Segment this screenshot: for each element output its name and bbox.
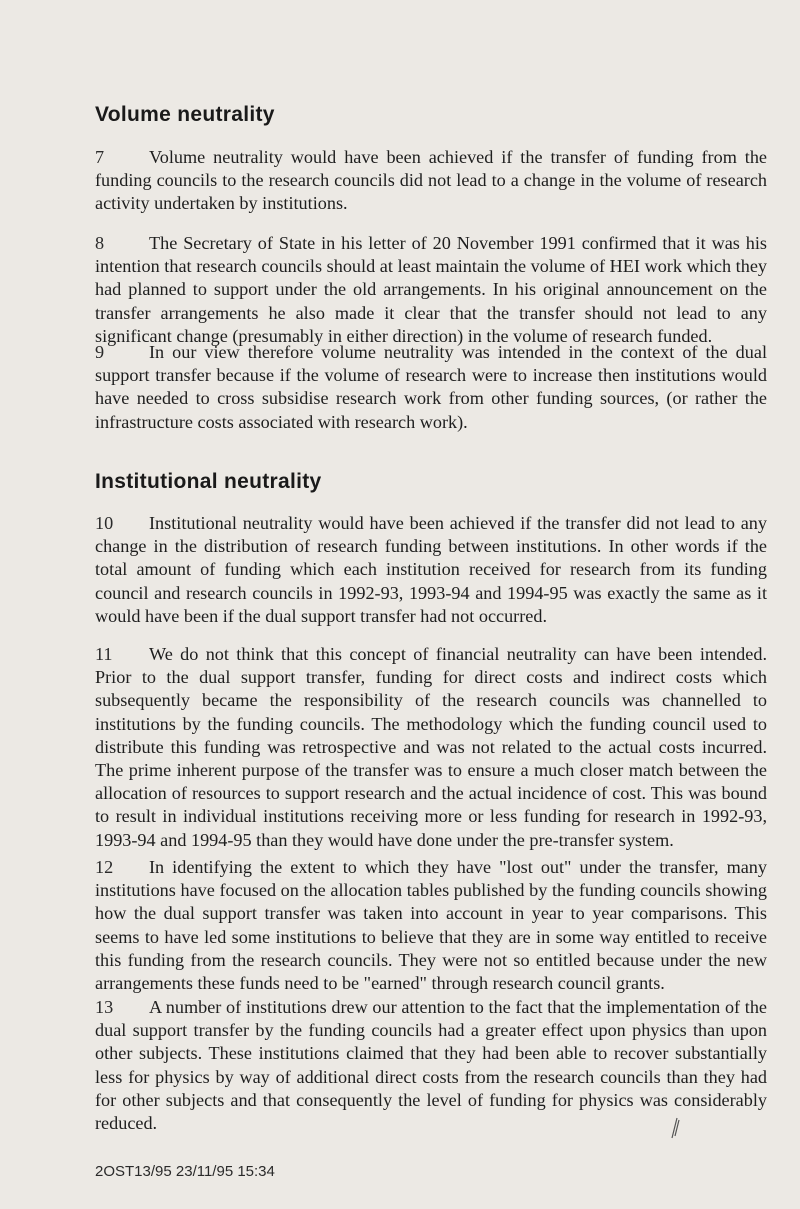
paragraph-number: 10 bbox=[95, 513, 114, 533]
paragraph-text: Volume neutrality would have been achieved if the transfer of funding from the funding councils to the research councils did not lead to a change in the volume of research activity undertaken by institutions. bbox=[95, 147, 767, 214]
paragraph-number: 9 bbox=[95, 342, 105, 362]
paragraph-text: Institutional neutrality would have been achieved if the transfer did not lead to any change in the distribution of research funding between institutions. In other words if the total amount of funding which each institution received for research from its funding council and research councils in 1992-93, 1993-94 and 1994-95 was exactly the same as it would have been if the dual support transfer had not occurred. bbox=[95, 513, 767, 626]
paragraph-7 bbox=[95, 146, 767, 216]
paragraph-11 bbox=[95, 643, 767, 852]
paragraph-13 bbox=[95, 996, 767, 1135]
document-footer: 2OST13/95 23/11/95 15:34 bbox=[95, 1163, 275, 1180]
section-heading-institutional-neutrality: Institutional neutrality bbox=[95, 470, 322, 493]
paragraph-text: A number of institutions drew our attention to the fact that the implementation of the dual support transfer by the funding councils had a greater effect upon physics than upon other subjects. These institutions claimed that they had been able to recover substantially less for physics by way of additional direct costs from the research councils than they had for other subjects and that consequently the level of funding for physics was considerably reduced. bbox=[95, 997, 767, 1134]
paragraph-number: 13 bbox=[95, 997, 114, 1017]
paragraph-text: We do not think that this concept of financial neutrality can have been intended. Prior to the dual support transfer, funding for direct costs and indirect costs which subsequently became the responsibility of the research councils was channelled to institutions by the funding councils. The methodology which the funding council used to distribute this funding was retrospective and was not related to the actual costs incurred. The prime inherent purpose of the transfer was to ensure a much closer match between the allocation of resources to support research and the actual incidence of cost. This was bound to result in individual institutions receiving more or less funding for research in 1992-93, 1993-94 and 1994-95 than they would have done under the pre-transfer system. bbox=[95, 644, 767, 850]
paragraph-number: 8 bbox=[95, 233, 105, 253]
paragraph-8 bbox=[95, 232, 767, 348]
paragraph-number: 12 bbox=[95, 857, 114, 877]
paragraph-10 bbox=[95, 512, 767, 628]
paragraph-text: In identifying the extent to which they have "lost out" under the transfer, many institutions have focused on the allocation tables published by the funding councils showing how the dual support transfer was taken into account in year to year comparisons. This seems to have led some institutions to believe that they are in some way entitled to receive this funding from the research councils. They were not so entitled because under the new arrangements these funds need to be "earned" through research council grants. bbox=[95, 857, 767, 994]
paragraph-number: 11 bbox=[95, 644, 113, 664]
paragraph-9 bbox=[95, 341, 767, 434]
paragraph-text: In our view therefore volume neutrality was intended in the context of the dual support transfer because if the volume of research were to increase then institutions would have needed to cross subsidise research work from other funding sources, (or rather the infrastructure costs associated with research work). bbox=[95, 342, 767, 432]
paragraph-number: 7 bbox=[95, 147, 105, 167]
pen-mark bbox=[668, 1116, 682, 1142]
paragraph-text: The Secretary of State in his letter of 20 November 1991 confirmed that it was his intention that research councils should at least maintain the volume of HEI work which they had planned to support under the old arrangements. In his original announcement on the transfer arrangements he also made it clear that the transfer should not lead to any significant change (presumably in either direction) in the volume of research funded. bbox=[95, 233, 767, 346]
section-heading-volume-neutrality: Volume neutrality bbox=[95, 103, 275, 126]
paragraph-12 bbox=[95, 856, 767, 995]
